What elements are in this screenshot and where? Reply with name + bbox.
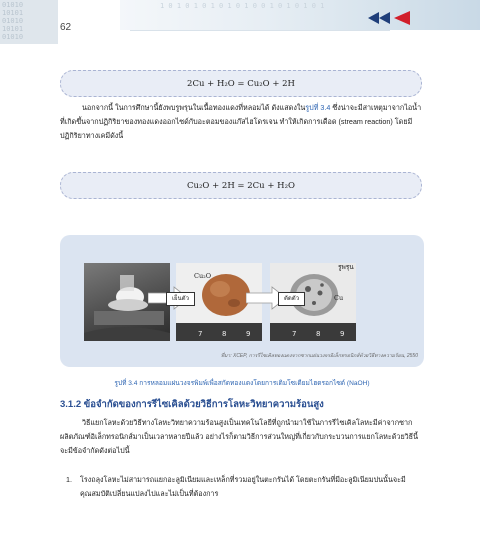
label-cutting: ตัดตัว	[278, 292, 305, 306]
section-number: 3.1.2	[60, 399, 82, 410]
equation-box-1	[60, 70, 422, 97]
label-pore: รูพรุน	[338, 263, 354, 271]
header-divider	[130, 30, 390, 31]
figure-source: ที่มา: XCEP, การรีไซเคิลทองแดงจากซากแผ่นวงจรอิเล็กทรอนิกส์ด้วยวิธีทางความร้อน, 2550	[220, 353, 418, 359]
ruler-number: 8	[316, 330, 321, 338]
ruler-number: 9	[246, 330, 251, 338]
ruler-number: 7	[198, 330, 203, 338]
body-paragraph-2: วิธีแยกโลหะด้วยวิธีทางโลหะวิทยาความร้อนสูงเป็นเทคโนโลยีที่ถูกนำมาใช้ในการรีไซเคิลโลหะมีค่าจากซากผลิตภัณฑ์อิเล็กทรอนิกส์มาเป็นเวลาหลายปีแล้ว อย่างไรก็ตามวิธีการส่วนใหญ่ที่เกี่ยวกับกระบวนการแยกโลหะด้วยวิธีนี้จะมีข้อจำกัดดังต่อไปนี้	[60, 418, 418, 455]
figure-caption: รูปที่ 3.4 การหลอมแผ่นวงจรพิมพ์เพื่อสกัดทองแดงโดยการเติมโซเดียมไฮดรอกไซด์ (NaOH)	[114, 380, 370, 387]
ruler-number: 8	[222, 330, 227, 338]
label-cooling: เย็นตัว	[166, 292, 195, 306]
list-item: โรงถลุงโลหะไม่สามารถแยกอะลูมิเนียมและเหล็กที่รวมอยู่ในตะกรันได้ โดยตะกรันที่มีอะลูมิเนียมปนนั้นจะมีคุณสมบัติเปลี่ยนแปลงไปและไม่เป็นที่ต้องการ	[80, 475, 406, 498]
figure-reference-link[interactable]: รูปที่ 3.4	[305, 103, 331, 112]
binary-strip: 1 0 1 0 1 0 1 0 1 0 1 0 0 1 0 1 0 1 0 1	[160, 2, 325, 10]
ruler	[176, 323, 262, 341]
page-number: 62	[60, 22, 72, 33]
equation-1: 2Cu + H₂O = Cu₂O + 2H	[187, 78, 295, 89]
page-header	[0, 0, 480, 44]
body-paragraph-1: นอกจากนี้ ในการศึกษานี้ยังพบรูพรุนในเนื้อทองแดงที่หลอมได้ ดังแสดงในรูปที่ 3.4 ซึ่งน่าจะมีสาเหตุมาจากไอน้ำที่เกิดขึ้นจากปฏิกิริยาของทองแดงออกไซด์กับอะตอมของแก๊สไฮโดรเจน ทำให้เกิดการเดือด (stream reaction) โดยมีปฏิกิริยาทางเคมีดังนี้	[60, 103, 422, 140]
section-title: ข้อจำกัดของการรีไซเคิลด้วยวิธีการโลหะวิทยาความร้อนสูง	[83, 399, 324, 410]
ruler-number: 9	[340, 330, 345, 338]
previous-page-icon[interactable]	[368, 12, 390, 24]
label-cu2o: Cu₂O	[194, 272, 212, 280]
section-heading	[60, 397, 324, 412]
equation-box-2	[60, 172, 422, 199]
list-marker: 1.	[66, 475, 72, 484]
ruler-number: 7	[292, 330, 297, 338]
label-cu: Cu	[334, 294, 344, 302]
ruler	[270, 323, 356, 341]
equation-2: Cu₂O + 2H = 2Cu + H₂O	[187, 180, 295, 191]
binary-decoration: 01010 10101 01010 10101 01010	[0, 0, 58, 44]
back-arrow-icon[interactable]	[394, 11, 410, 25]
